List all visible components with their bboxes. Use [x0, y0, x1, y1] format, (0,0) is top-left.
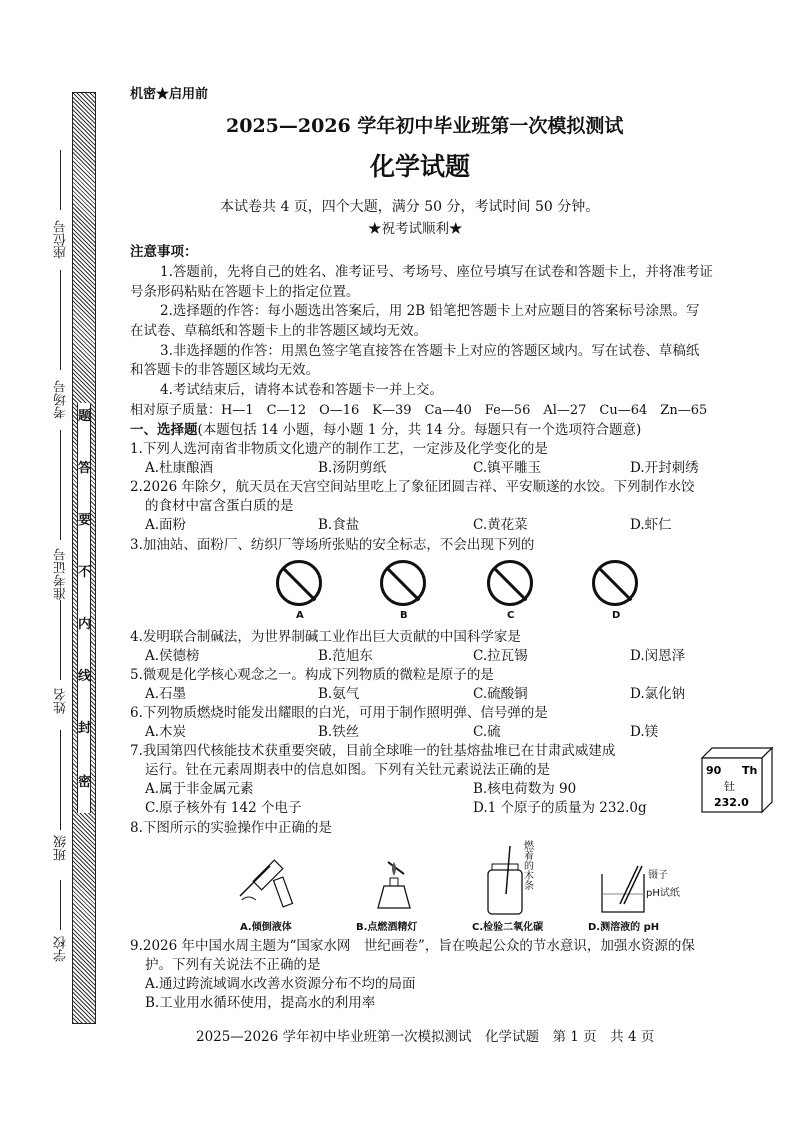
notes-line: 1.答题前，先将自己的姓名、准考证号、考场号、座位号填写在试卷和答题卡上，并将准考证: [160, 264, 713, 280]
sign-label: A: [296, 610, 304, 621]
seal-line-box: [77, 403, 91, 813]
sign-label: D: [612, 610, 621, 621]
exp-label: A.倾倒液体: [240, 922, 292, 933]
seal-char: 密: [78, 775, 92, 790]
option: C.原子核外有 142 个电子: [145, 800, 302, 816]
field-label-room: 考场号: [54, 380, 69, 419]
question-stem: 2.2026 年除夕，航天员在天宫空间站里吃上了象征团圆吉祥、平安顺遂的水饺。下列制作水饺: [130, 479, 695, 495]
notes-line: 和答题卡的非答题区域均无效。: [130, 362, 319, 378]
option: B.铁丝: [318, 724, 360, 740]
sign-label: B: [400, 610, 408, 621]
option: B.范旭东: [318, 648, 373, 664]
option: B.汤阴剪纸: [318, 460, 387, 476]
seal-char: 不: [78, 565, 92, 580]
question-stem: 3.加油站、面粉厂、纺织厂等场所张贴的安全标志，不会出现下列的: [130, 537, 535, 553]
option: D.闵恩泽: [630, 648, 686, 664]
field-label-class: 班级: [54, 835, 69, 861]
seal-char: 要: [78, 513, 92, 528]
question-stem: 9.2026 年中国水周主题为“国家水网 世纪画卷”，旨在唤起公众的节水意识，加强水资源的保: [130, 938, 695, 954]
question-stem: 5.微观是化学核心观念之一。构成下列物质的微粒是原子的是: [130, 667, 494, 683]
question-stem: 4.发明联合制碱法，为世界制碱工业作出巨大贡献的中国科学家是: [130, 629, 521, 645]
question-stem: 运行。钍在元素周期表中的信息如图。下列有关钍元素说法正确的是: [145, 762, 550, 778]
seal-char: 内: [78, 617, 92, 632]
no-pedestrian-sign-icon: [487, 560, 533, 606]
option: B.氨气: [318, 686, 360, 702]
element-card: [700, 744, 774, 814]
element-mass: 232.0: [714, 796, 749, 809]
question-stem: 的食材中富含蛋白质的是: [145, 498, 294, 514]
notes-line: 号条形码粘贴在答题卡上的指定位置。: [130, 284, 360, 300]
option: A.侯德榜: [145, 648, 200, 664]
tweezers-label: 镊子: [648, 870, 668, 881]
seal-char: 题: [78, 409, 92, 424]
atomic-mass: 相对原子质量：H—1 C—12 O—16 K—39 Ca—40 Fe—56 Al—27 Cu—64 Zn—65: [130, 403, 708, 418]
notes-heading: 注意事项：: [130, 244, 198, 260]
section-heading: [130, 421, 641, 439]
option: C.拉瓦锡: [473, 648, 528, 664]
option: A.面粉: [145, 517, 187, 533]
notes-line: 3.非选择题的作答：用黑色签字笔直接答在答题卡上对应的答题区域内。写在试卷、草稿纸: [160, 343, 700, 359]
no-phone-sign-icon: [380, 560, 426, 606]
no-fire-sign-icon: [276, 560, 322, 606]
question-stem: 1.下列人选河南省非物质文化遗产的制作工艺，一定涉及化学变化的是: [130, 441, 548, 457]
field-label-name: 姓名: [54, 688, 69, 714]
option: D.开封刺绣: [630, 460, 699, 476]
field-line: [60, 150, 61, 210]
element-number: 90: [706, 764, 722, 777]
element-name: 钍: [724, 780, 735, 793]
exp-label: C.检验二氧化碳: [472, 922, 544, 933]
option: A.杜康酿酒: [145, 460, 214, 476]
ph-test-icon: [598, 864, 648, 916]
option: B.核电荷数为 90: [473, 781, 577, 797]
field-label-seat: 座位号: [54, 220, 69, 259]
option: D.氯化钠: [630, 686, 686, 702]
pour-liquid-icon: [232, 856, 302, 916]
field-line: [60, 270, 61, 370]
field-line: [60, 600, 61, 680]
notes-line: 在试卷、草稿纸和答题卡上的非答题区域均无效。: [130, 323, 427, 339]
ph-paper-label: pH试纸: [646, 888, 680, 899]
question-stem: 8.下图所示的实验操作中正确的是: [130, 820, 332, 836]
field-label-school: 学校: [54, 936, 69, 962]
exam-info: 本试卷共 4 页，四个大题，满分 50 分，考试时间 50 分钟。: [220, 199, 600, 215]
option: A.石墨: [145, 686, 187, 702]
subject-title: 化学试题: [370, 152, 471, 181]
option: B.工业用水循环使用，提高水的利用率: [145, 995, 376, 1011]
secret-mark: 机密★启用前: [130, 87, 209, 102]
option: D.1 个原子的质量为 232.0g: [473, 800, 647, 816]
option: A.通过跨流域调水改善水资源分布不均的局面: [145, 976, 416, 992]
burning-stick-label: 燃 着 的 木 条: [524, 841, 534, 892]
option: B.食盐: [318, 517, 360, 533]
no-fireworks-sign-icon: [592, 560, 638, 606]
question-stem: 6.下列物质燃烧时能发出耀眼的白光，可用于制作照明弹、信号弹的是: [130, 705, 548, 721]
seal-char: 答: [78, 461, 92, 476]
seal-char: 线: [78, 669, 92, 684]
field-label-ticket: 准考证号: [54, 548, 69, 600]
notes-line: 4.考试结束后，请将本试卷和答题卡一并上交。: [160, 382, 443, 398]
alcohol-lamp-icon: [364, 856, 424, 916]
element-symbol: Th: [742, 764, 758, 777]
exp-label: B.点燃酒精灯: [356, 922, 418, 933]
sign-label: C: [507, 610, 515, 621]
notes-line: 2.选择题的作答：每小题选出答案后，用 2B 铅笔把答题卡上对应题目的答案标号涂黑。写: [160, 303, 700, 319]
option: C.黄花菜: [473, 517, 528, 533]
option: D.镁: [630, 724, 659, 740]
question-stem: 护。下列有关说法不正确的是: [145, 957, 321, 973]
page-footer: 2025—2026 学年初中毕业班第一次模拟测试 化学试题 第 1 页 共 4 页: [196, 1029, 655, 1045]
field-line: [60, 430, 61, 540]
exam-title: 2025—2026 学年初中毕业班第一次模拟测试: [226, 115, 624, 137]
field-line: [60, 730, 61, 830]
field-line: [60, 880, 61, 930]
option: A.木炭: [145, 724, 187, 740]
good-luck: ★祝考试顺利★: [368, 221, 463, 237]
option: A.属于非金属元素: [145, 781, 254, 797]
option: C.硫酸铜: [473, 686, 528, 702]
option: C.镇平雕玉: [473, 460, 542, 476]
question-stem: 7.我国第四代核能技术获重要突破，目前全球唯一的钍基熔盐堆已在甘肃武威建成: [130, 743, 616, 759]
seal-char: 封: [78, 721, 92, 736]
section-title: 一、选择题: [130, 422, 198, 438]
exp-label: D.测溶液的 pH: [588, 922, 660, 933]
option: C.硫: [473, 724, 501, 740]
option: D.虾仁: [630, 517, 672, 533]
binding-strip: [72, 92, 96, 1024]
section-desc: (本题包括 14 小题，每小题 1 分，共 14 分。每题只有一个选项符合题意): [197, 422, 642, 438]
